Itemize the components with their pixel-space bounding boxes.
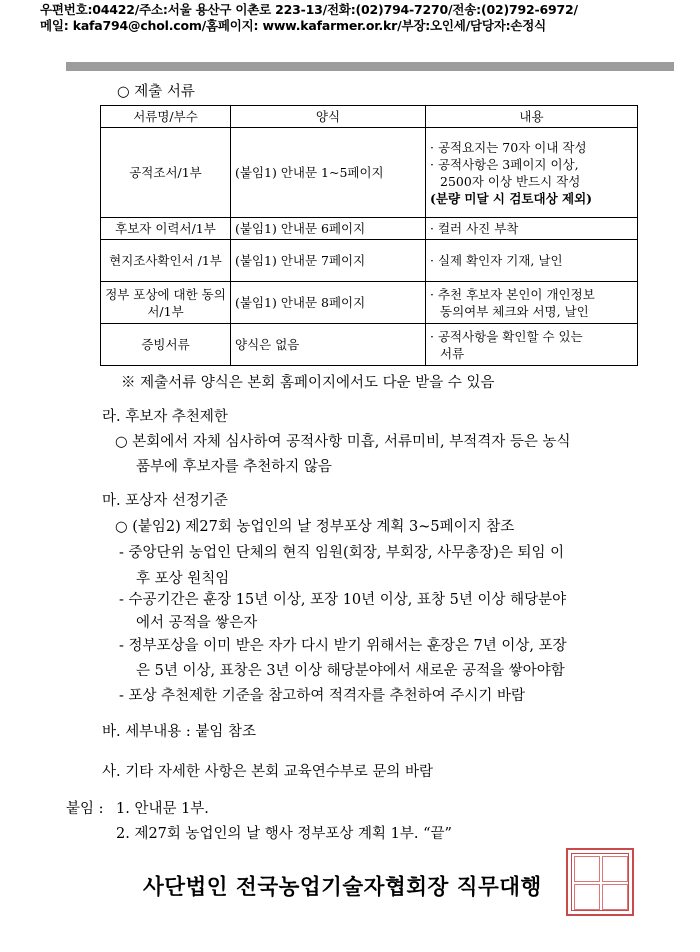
document-name: 정부 포상에 대한 동의서/1부 <box>101 282 231 324</box>
section-ma-line: ○ (붙임2) 제27회 농업인의 날 정부포상 계획 3~5페이지 참조 <box>115 519 515 535</box>
submission-documents-table <box>100 105 638 366</box>
content-line: 서류 <box>440 345 465 361</box>
content-line: · 공적요지는 70자 이내 작성 <box>430 139 587 155</box>
section-sa: 사. 기타 자세한 사항은 본회 교육연수부로 문의 바람 <box>102 764 434 780</box>
document-form: (붙임1) 안내문 6페이지 <box>231 218 426 240</box>
document-content <box>426 218 638 240</box>
content-line: 동의여부 체크와 서명, 날인 <box>440 303 589 319</box>
header-divider-bar <box>66 62 674 71</box>
content-line: · 공적사항은 3페이지 이상, <box>430 156 579 172</box>
attachment-item: 1. 안내문 1부. <box>116 801 209 817</box>
document-form: (붙임1) 안내문 7페이지 <box>231 240 426 282</box>
document-content <box>426 240 638 282</box>
document-content <box>426 282 638 324</box>
document-content <box>426 324 638 366</box>
letterhead-line-2: 메일: kafa794@chol.com/홈페이지: www.kafarmer.or.kr/부장:오인세/담당자:손정식 <box>40 18 547 33</box>
column-header-form: 양식 <box>231 106 426 128</box>
content-line-bold: (분량 미달 시 검토대상 제외) <box>430 190 593 206</box>
attachment-item: 2. 제27회 농업인의 날 행사 정부포상 계획 1부. “끝” <box>116 826 452 842</box>
column-header-content: 내용 <box>426 106 638 128</box>
section-ma-line: 후 포상 원칙임 <box>136 571 230 587</box>
section-ra-title: 라. 후보자 추천제한 <box>102 409 228 425</box>
section-ma-line: - 수공기간은 훈장 15년 이상, 포장 10년 이상, 표창 5년 이상 해당분야 <box>119 592 567 608</box>
document-name: 증빙서류 <box>101 324 231 366</box>
seal-glyph-block <box>574 856 600 882</box>
section-ma-line: - 포상 추천제한 기준을 참고하여 적격자를 추천하여 주시기 바람 <box>119 688 525 704</box>
submission-note: ※ 제출서류 양식은 본회 홈페이지에서도 다운 받을 수 있음 <box>121 375 495 391</box>
table-row <box>101 324 638 366</box>
seal-glyph-block <box>602 884 628 910</box>
attachments-label: 붙임 : <box>66 801 104 817</box>
content-line: · 실제 확인자 기재, 날인 <box>430 253 563 268</box>
document-name: 공적조서/1부 <box>101 128 231 218</box>
table-row <box>101 128 638 218</box>
document-content <box>426 128 638 218</box>
letterhead-line-1: 우편번호:04422/주소:서울 용산구 이촌로 223-13/전화:(02)794-7270/전송:(02)792-6972/ <box>40 2 578 17</box>
official-seal-stamp <box>566 848 634 916</box>
section-ra-line: 품부에 후보자를 추천하지 않음 <box>136 459 332 475</box>
section-ma-line: 에서 공적을 쌓은자 <box>136 615 258 631</box>
column-header-document: 서류명/부수 <box>101 106 231 128</box>
section-ma-line: 은 5년 이상, 표창은 3년 이상 해당분야에서 새로운 공적을 쌓아야함 <box>136 663 565 679</box>
document-name: 후보자 이력서/1부 <box>101 218 231 240</box>
letterhead-contact <box>40 2 670 34</box>
seal-glyph-block <box>574 884 600 910</box>
section-ma-line: - 중앙단위 농업인 단체의 현직 임원(회장, 부회장, 사무총장)은 퇴임 이 <box>119 545 565 561</box>
content-line: · 공적사항을 확인할 수 있는 <box>430 328 583 344</box>
section-ba: 바. 세부내용 : 붙임 참조 <box>102 724 256 740</box>
document-form: (붙임1) 안내문 8페이지 <box>231 282 426 324</box>
section-ma-title: 마. 포상자 선정기준 <box>102 493 228 509</box>
document-form: 양식은 없음 <box>231 324 426 366</box>
document-form: (붙임1) 안내문 1~5페이지 <box>231 128 426 218</box>
table-row <box>101 218 638 240</box>
section-ma-line: - 정부포상을 이미 받은 자가 다시 받기 위해서는 훈장은 7년 이상, 포장 <box>119 638 567 654</box>
content-line: 2500자 이상 반드시 작성 <box>440 173 581 189</box>
seal-glyph-block <box>602 856 628 882</box>
content-line: · 컬러 사진 부착 <box>430 221 519 236</box>
content-line: · 추천 후보자 본인이 개인정보 <box>430 286 595 302</box>
table-header-row <box>101 106 638 128</box>
section-ra-line: ○ 본회에서 자체 심사하여 공적사항 미흡, 서류미비, 부적격자 등은 농식 <box>115 434 571 450</box>
table-row <box>101 282 638 324</box>
submission-heading: ○ 제출 서류 <box>117 84 195 100</box>
table-row <box>101 240 638 282</box>
document-name: 현지조사확인서 /1부 <box>101 240 231 282</box>
signatory-title: 사단법인 전국농업기술자협회장 직무대행 <box>143 875 542 900</box>
